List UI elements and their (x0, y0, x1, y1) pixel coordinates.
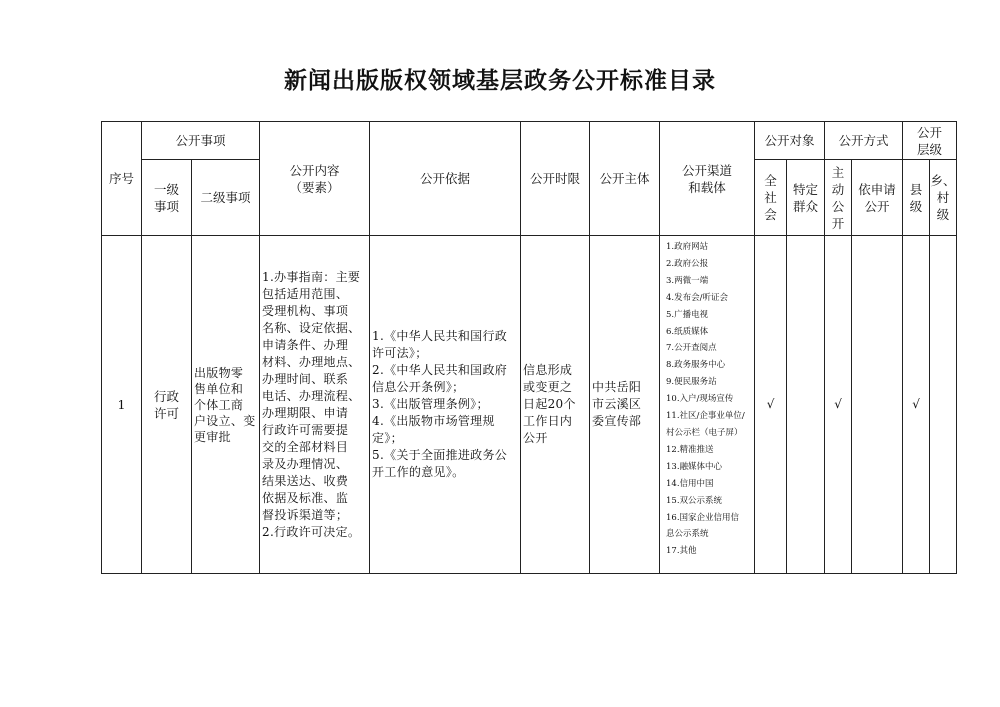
channel-item: 5.广播电视 (666, 309, 709, 320)
row-time-limit: 信息形成 或变更之 日起20个 工作日内 公开 (521, 236, 590, 574)
channel-item: 16.国家企业信用信 (666, 512, 740, 523)
row-method-request-check (852, 236, 903, 574)
row-channels (660, 236, 755, 574)
channel-item: 9.便民服务站 (666, 377, 717, 388)
header-target-all: 全 社 会 (755, 160, 787, 236)
channel-item: 6.纸质媒体 (666, 326, 709, 337)
header-channels: 公开渠道 和载体 (660, 122, 755, 236)
row-tier-county-check: √ (903, 236, 930, 574)
header-level2: 二级事项 (192, 160, 260, 236)
header-method-request: 依申请 公开 (852, 160, 903, 236)
row-subject: 中共岳阳 市云溪区 委宣传部 (590, 236, 660, 574)
channel-list (666, 239, 751, 560)
header-time-limit: 公开时限 (521, 122, 590, 236)
header-tier: 公开 层级 (903, 122, 957, 160)
header-tier-county: 县 级 (903, 160, 930, 236)
channel-item: 13.融媒体中心 (666, 461, 723, 472)
row-target-all-check: √ (755, 236, 787, 574)
header-public-items: 公开事项 (142, 122, 260, 160)
channel-item: 10.入户/现场宣传 (666, 394, 734, 405)
channel-item: 村公示栏（电子屏） (666, 427, 743, 438)
channel-item: 17.其他 (666, 546, 697, 557)
channel-item: 息公示系统 (666, 529, 709, 540)
row-level2: 出版物零 售单位和 个体工商 户设立、变 更审批 (192, 236, 260, 574)
channel-item: 15.双公示系统 (666, 495, 723, 506)
header-row-1 (102, 122, 957, 160)
table-row (102, 236, 957, 574)
channel-item: 1.政府网站 (666, 242, 709, 252)
row-tier-township-check (930, 236, 957, 574)
header-content: 公开内容 （要素） (260, 122, 370, 236)
channel-item: 4.发布会/听证会 (666, 292, 728, 303)
header-method: 公开方式 (825, 122, 903, 160)
channel-item: 14.信用中国 (666, 478, 714, 489)
row-method-active-check: √ (825, 236, 852, 574)
header-subject: 公开主体 (590, 122, 660, 236)
channel-item: 12.精准推送 (666, 444, 714, 455)
header-target: 公开对象 (755, 122, 825, 160)
page-title: 新闻出版版权领域基层政务公开标准目录 (284, 67, 716, 94)
header-method-active: 主 动 公 开 (825, 160, 852, 236)
header-basis: 公开依据 (370, 122, 521, 236)
header-seq: 序号 (102, 122, 142, 236)
header-tier-township: 乡、 村 级 (930, 160, 957, 236)
channel-item: 3.两微一端 (666, 275, 709, 286)
row-target-specific-check (787, 236, 825, 574)
channel-item: 8.政务服务中心 (666, 360, 726, 371)
row-basis: 1.《中华人民共和国行政 许可法》； 2.《中华人民共和国政府 信息公开条例》； 3.《出版管理条例》； 4.《出版物市场管理规 定》； 5.《关于全面推进政务公 开工作的意见》。 (370, 236, 521, 574)
channel-item: 11.社区/企事业单位/ (666, 411, 745, 422)
channel-item: 2.政府公报 (666, 258, 709, 269)
row-level1: 行政 许可 (142, 236, 192, 574)
channel-item: 7.公开查阅点 (666, 343, 717, 354)
row-content: 1.办事指南：主要 包括适用范围、 受理机构、事项 名称、设定依据、 申请条件、办理 材料、办理地点、 办理时间、联系 电话、办理流程、 办理期限、申请 行政许可需要提 交的全部材料目 录及办理情况、 结果送达、收费 依据及标准、监 督投诉渠道等； 2.行政许可决定。 (260, 236, 370, 574)
header-level1: 一级 事项 (142, 160, 192, 236)
header-target-specific: 特定 群众 (787, 160, 825, 236)
row-seq: 1 (102, 236, 142, 574)
standard-catalog-table (101, 121, 957, 574)
